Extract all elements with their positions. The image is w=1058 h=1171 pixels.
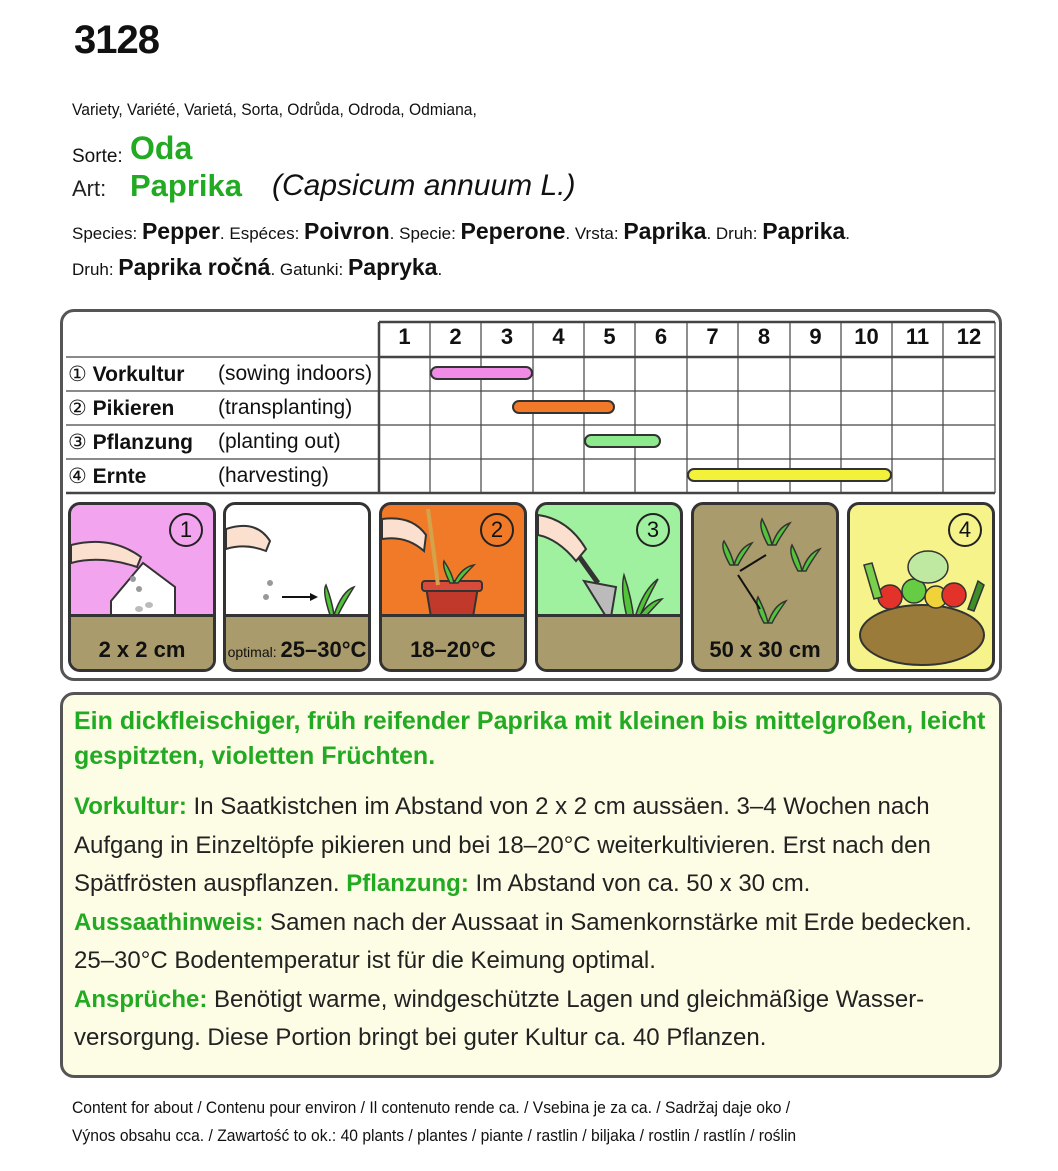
species-translation xyxy=(72,254,280,280)
section-text: Im Abstand von ca. 50 x 30 cm. xyxy=(468,870,811,897)
product-code: 3128 xyxy=(74,18,159,62)
separator: . xyxy=(565,224,575,243)
instruction-tile xyxy=(379,502,527,672)
art-label: Art: xyxy=(72,176,107,201)
tile-label-value: 50 x 30 cm xyxy=(709,637,821,662)
latin-name: (Capsicum annuum L.) xyxy=(272,169,576,202)
variety-line: Variety, Variété, Varietá, Sorta, Odrůda, Odroda, Odmiana, xyxy=(72,100,477,119)
calendar-row-label xyxy=(68,430,193,455)
step-name: Pikieren xyxy=(92,397,175,420)
tile-step-number: 3 xyxy=(636,513,670,547)
species-translation xyxy=(574,218,716,244)
tile-label xyxy=(226,637,368,663)
tile-label xyxy=(382,637,524,663)
step-number: ④ xyxy=(68,465,93,488)
species-lang-value: Poivron xyxy=(304,218,390,244)
step-english: (sowing indoors) xyxy=(218,362,373,385)
month-3: 3 xyxy=(500,324,514,349)
separator: . xyxy=(219,224,230,243)
variety-name: Oda xyxy=(130,130,193,166)
month-8: 8 xyxy=(757,324,771,349)
month-12: 12 xyxy=(956,324,982,349)
step-english: (transplanting) xyxy=(218,396,353,419)
separator: . xyxy=(437,260,443,279)
month-5: 5 xyxy=(603,324,616,349)
step-name: Pflanzung xyxy=(92,431,193,454)
tile-label xyxy=(694,637,836,663)
species-translation xyxy=(72,218,230,244)
species-lang-label: Vrsta: xyxy=(574,224,624,243)
tile-label-value: 25–30°C xyxy=(280,637,367,662)
section-text: Benötigt warme, windgeschützte Lagen und gleichmäßige Wasser-versorgung. Diese Portion bringt bei guter Kultur ca. 40 Pflanzen. xyxy=(74,985,925,1051)
instruction-tile xyxy=(68,502,216,672)
calendar-row-label xyxy=(68,362,184,387)
species-lang-value: Paprika xyxy=(762,218,846,244)
species-translation xyxy=(715,218,851,244)
section-heading: Vorkultur: xyxy=(74,793,187,820)
calendar-row-label xyxy=(68,464,146,489)
section-text: In Saatkistchen im Abstand von 2 x 2 cm aussäen. 3–4 Wochen nach Aufgang in Einzeltöpfe pikieren und bei 18–20°C weiterkultivieren. Erst nach den Spätfrösten auspflanzen. xyxy=(74,793,931,897)
species-lang-value: Paprika ročná xyxy=(118,254,271,280)
species-translation xyxy=(399,218,575,244)
tile-step-number: 2 xyxy=(480,513,514,547)
calendar-bar xyxy=(430,366,533,380)
step-number: ② xyxy=(68,397,93,420)
separator: . xyxy=(706,224,716,243)
calendar-row-label xyxy=(68,396,174,421)
content-info-line-1: Content for about / Contenu pour environ / Il contenuto rende ca. / Vsebina je za ca. / Sadržaj daje oko / xyxy=(72,1098,791,1117)
calendar-bar xyxy=(687,468,892,482)
content-info-line-2: Výnos obsahu cca. / Zawartość to ok.: 40 plants / plantes / piante / rastlin / biljaka / rostlin / rastlín / roślin xyxy=(72,1126,797,1145)
tile-label-value: 18–20°C xyxy=(410,637,496,662)
month-10: 10 xyxy=(854,324,879,349)
step-number: ① xyxy=(68,363,93,386)
separator: . xyxy=(270,260,280,279)
species-lang-label: Espéces: xyxy=(229,224,305,243)
instruction-tile xyxy=(535,502,683,672)
species-lang-value: Papryka xyxy=(347,254,438,280)
section-text: Samen nach der Aussaat in Samenkornstärke mit Erde bedecken. 25–30°C Bodentemperatur ist für die Keimung optimal. xyxy=(74,908,972,974)
step-number: ③ xyxy=(68,431,93,454)
month-6: 6 xyxy=(654,324,668,349)
section-heading: Pflanzung: xyxy=(346,870,469,897)
step-name: Vorkultur xyxy=(92,363,185,386)
section-heading: Aussaathinweis: xyxy=(74,908,264,936)
instruction-tile xyxy=(847,502,995,672)
description-body xyxy=(74,788,994,1058)
species-name: Paprika xyxy=(130,168,243,203)
species-lang-value: Paprika xyxy=(623,218,707,244)
month-4: 4 xyxy=(552,324,565,349)
month-11: 11 xyxy=(905,324,930,349)
calendar-bar xyxy=(512,400,614,414)
species-lang-value: Peperone xyxy=(460,218,566,244)
section-heading: Ansprüche: xyxy=(74,985,208,1013)
tile-step-number: 4 xyxy=(948,513,982,547)
species-lang-label: Gatunki: xyxy=(279,260,348,279)
description-intro: Ein dickfleischiger, früh reifender Paprika mit kleinen bis mittelgroßen, leicht gespitzten, violetten Früchten. xyxy=(74,707,986,770)
species-translations-line-2 xyxy=(72,254,442,281)
soil-band xyxy=(538,614,680,669)
separator: . xyxy=(389,224,400,243)
tile-label xyxy=(71,637,213,663)
month-9: 9 xyxy=(809,324,822,349)
sorte-label: Sorte: xyxy=(72,146,123,167)
month-2: 2 xyxy=(449,324,462,349)
tile-label-value: 2 x 2 cm xyxy=(98,637,186,662)
species-lang-label: Species: xyxy=(72,224,142,243)
separator: . xyxy=(845,224,851,243)
step-english: (harvesting) xyxy=(218,464,329,487)
species-lang-value: Pepper xyxy=(141,218,220,244)
step-english: (planting out) xyxy=(218,430,341,453)
tile-label-prefix: optimal: xyxy=(227,644,281,660)
instruction-tile xyxy=(691,502,839,672)
species-lang-label: Druh: xyxy=(72,260,119,279)
species-lang-label: Druh: xyxy=(715,224,763,243)
step-name: Ernte xyxy=(92,465,147,488)
species-translation xyxy=(279,254,443,280)
calendar-bar xyxy=(584,434,661,448)
species-translations-line-1 xyxy=(72,218,850,245)
month-7: 7 xyxy=(706,324,719,349)
instruction-tile xyxy=(223,502,371,672)
species-lang-label: Specie: xyxy=(399,224,461,243)
month-1: 1 xyxy=(398,324,411,349)
tile-step-number: 1 xyxy=(169,513,203,547)
species-translation xyxy=(229,218,400,244)
